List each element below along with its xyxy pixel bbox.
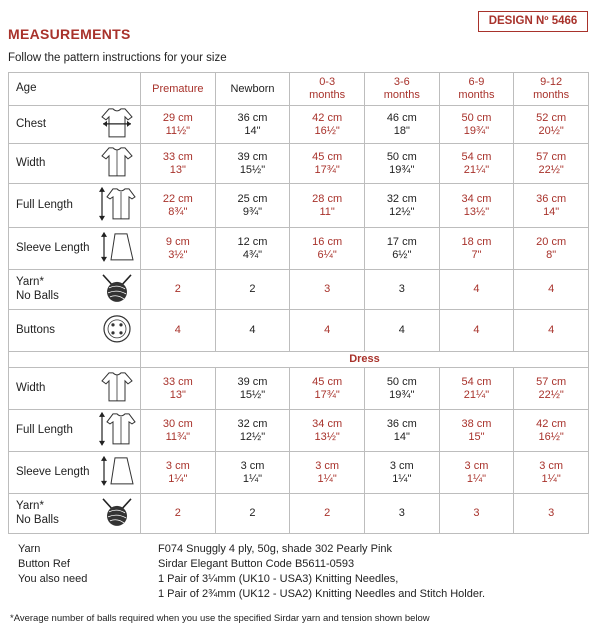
measurement-cell: 3 cm 1¼"	[514, 452, 589, 494]
note-value: Sirdar Elegant Button Code B5611-0593	[158, 558, 355, 570]
yarn-ball-icon	[97, 494, 137, 532]
measurement-cell: 29 cm 11½"	[141, 106, 216, 144]
measurement-cell: 46 cm 18"	[364, 106, 439, 144]
size-header-2: 0-3 months	[290, 73, 365, 106]
measurement-cell: 2	[215, 270, 290, 310]
measurement-cell: 4	[215, 310, 290, 352]
row-label: Yarn* No Balls	[9, 494, 141, 534]
measurement-cell: 39 cm 15½"	[215, 368, 290, 410]
size-header-4: 6-9 months	[439, 73, 514, 106]
materials-note-row	[8, 543, 485, 558]
full-length-icon	[97, 184, 137, 226]
row-label: Width	[9, 144, 141, 184]
measurement-cell: 2	[141, 494, 216, 534]
materials-note-row	[8, 588, 485, 603]
measurement-cell: 3 cm 1¼"	[215, 452, 290, 494]
dress-row	[9, 452, 589, 494]
measurement-cell: 2	[141, 270, 216, 310]
measurement-cell: 3	[514, 494, 589, 534]
measurement-cell: 36 cm 14"	[364, 410, 439, 452]
measurement-cell: 54 cm 21¼"	[439, 368, 514, 410]
age-header: Age	[9, 73, 141, 106]
design-number-badge: DESIGN Nº 5466	[478, 11, 588, 32]
note-value: 1 Pair of 2¾mm (UK12 - USA2) Knitting Needles and Stitch Holder.	[158, 588, 486, 600]
note-value: F074 Snuggly 4 ply, 50g, shade 302 Pearly Pink	[158, 543, 393, 555]
measurement-cell: 4	[141, 310, 216, 352]
measurement-cell: 2	[215, 494, 290, 534]
row-label: Chest	[9, 106, 141, 144]
measurement-cell: 3	[290, 270, 365, 310]
measurement-cell: 3 cm 1¼"	[141, 452, 216, 494]
yarn-ball-icon	[97, 270, 137, 308]
row-label: Sleeve Length	[9, 228, 141, 270]
cardigan-row	[9, 144, 589, 184]
note-label: Yarn	[18, 543, 41, 555]
size-header-3: 3-6 months	[364, 73, 439, 106]
measurement-cell: 28 cm 11"	[290, 184, 365, 228]
dress-sleeve-length-icon	[97, 453, 137, 491]
measurement-cell: 18 cm 7"	[439, 228, 514, 270]
measurement-cell: 25 cm 9¾"	[215, 184, 290, 228]
cardigan-row	[9, 310, 589, 352]
cardigan-row	[9, 270, 589, 310]
measurement-cell: 4	[364, 310, 439, 352]
measurement-cell: 2	[290, 494, 365, 534]
measurement-cell: 38 cm 15"	[439, 410, 514, 452]
measurement-cell: 57 cm 22½"	[514, 368, 589, 410]
dress-full-length-icon	[97, 409, 137, 451]
measurement-cell: 3 cm 1¼"	[439, 452, 514, 494]
dress-row	[9, 410, 589, 452]
measurement-cell: 3 cm 1¼"	[290, 452, 365, 494]
size-header-1: Newborn	[215, 73, 290, 106]
measurement-cell: 12 cm 4¾"	[215, 228, 290, 270]
measurement-cell: 34 cm 13½"	[439, 184, 514, 228]
measurement-cell: 16 cm 6¼"	[290, 228, 365, 270]
measurement-cell: 3 cm 1¼"	[364, 452, 439, 494]
materials-note-row	[8, 558, 485, 573]
materials-notes	[8, 543, 485, 603]
measurement-cell: 3	[439, 494, 514, 534]
row-label: Full Length	[9, 410, 141, 452]
dress-row	[9, 368, 589, 410]
measurement-cell: 34 cm 13½"	[290, 410, 365, 452]
measurement-cell: 54 cm 21¼"	[439, 144, 514, 184]
note-value: 1 Pair of 3¼mm (UK10 - USA3) Knitting Needles,	[158, 573, 399, 585]
note-label	[8, 588, 158, 603]
measurement-cell: 39 cm 15½"	[215, 144, 290, 184]
row-label: Width	[9, 368, 141, 410]
row-label: Sleeve Length	[9, 452, 141, 494]
sleeve-length-icon	[97, 229, 137, 267]
size-header-5: 9-12 months	[514, 73, 589, 106]
measurement-cell: 50 cm 19¾"	[364, 368, 439, 410]
measurement-cell: 4	[514, 270, 589, 310]
measurement-cell: 4	[514, 310, 589, 352]
dress-section-header: Dress	[141, 352, 589, 368]
measurements-table	[8, 72, 589, 534]
measurement-cell: 32 cm 12½"	[215, 410, 290, 452]
dress-width-icon	[97, 369, 137, 407]
note-label: You also need	[18, 573, 88, 585]
measurement-cell: 33 cm 13"	[141, 368, 216, 410]
measurement-cell: 3	[364, 270, 439, 310]
footnote: *Average number of balls required when you use the specified Sirdar yarn and tension shown below	[10, 613, 430, 624]
button-icon	[97, 311, 137, 349]
measurement-cell: 57 cm 22½"	[514, 144, 589, 184]
measurement-cell: 50 cm 19¾"	[364, 144, 439, 184]
measurement-cell: 4	[439, 270, 514, 310]
cardigan-row	[9, 106, 589, 144]
measurement-cell: 36 cm 14"	[215, 106, 290, 144]
measurement-cell: 32 cm 12½"	[364, 184, 439, 228]
measurement-cell: 4	[439, 310, 514, 352]
materials-note-row	[8, 573, 485, 588]
cardigan-row	[9, 228, 589, 270]
measurement-cell: 4	[290, 310, 365, 352]
measurement-cell: 42 cm 16½"	[514, 410, 589, 452]
instructions-subtitle: Follow the pattern instructions for your size	[8, 52, 227, 64]
measurement-cell: 42 cm 16½"	[290, 106, 365, 144]
cardigan-row	[9, 184, 589, 228]
chest-icon	[97, 105, 137, 143]
measurement-cell: 45 cm 17¾"	[290, 144, 365, 184]
measurement-cell: 30 cm 11¾"	[141, 410, 216, 452]
width-icon	[97, 144, 137, 182]
measurement-cell: 45 cm 17¾"	[290, 368, 365, 410]
row-label: Yarn* No Balls	[9, 270, 141, 310]
row-label: Buttons	[9, 310, 141, 352]
measurement-cell: 52 cm 20½"	[514, 106, 589, 144]
row-label: Full Length	[9, 184, 141, 228]
dress-row	[9, 494, 589, 534]
measurement-cell: 3	[364, 494, 439, 534]
measurement-cell: 22 cm 8¾"	[141, 184, 216, 228]
size-header-0: Premature	[141, 73, 216, 106]
note-label: Button Ref	[18, 558, 70, 570]
measurement-cell: 20 cm 8"	[514, 228, 589, 270]
measurement-cell: 33 cm 13"	[141, 144, 216, 184]
measurement-cell: 17 cm 6½"	[364, 228, 439, 270]
measurement-cell: 50 cm 19¾"	[439, 106, 514, 144]
page-title: MEASUREMENTS	[8, 26, 131, 42]
measurement-cell: 9 cm 3½"	[141, 228, 216, 270]
measurement-cell: 36 cm 14"	[514, 184, 589, 228]
